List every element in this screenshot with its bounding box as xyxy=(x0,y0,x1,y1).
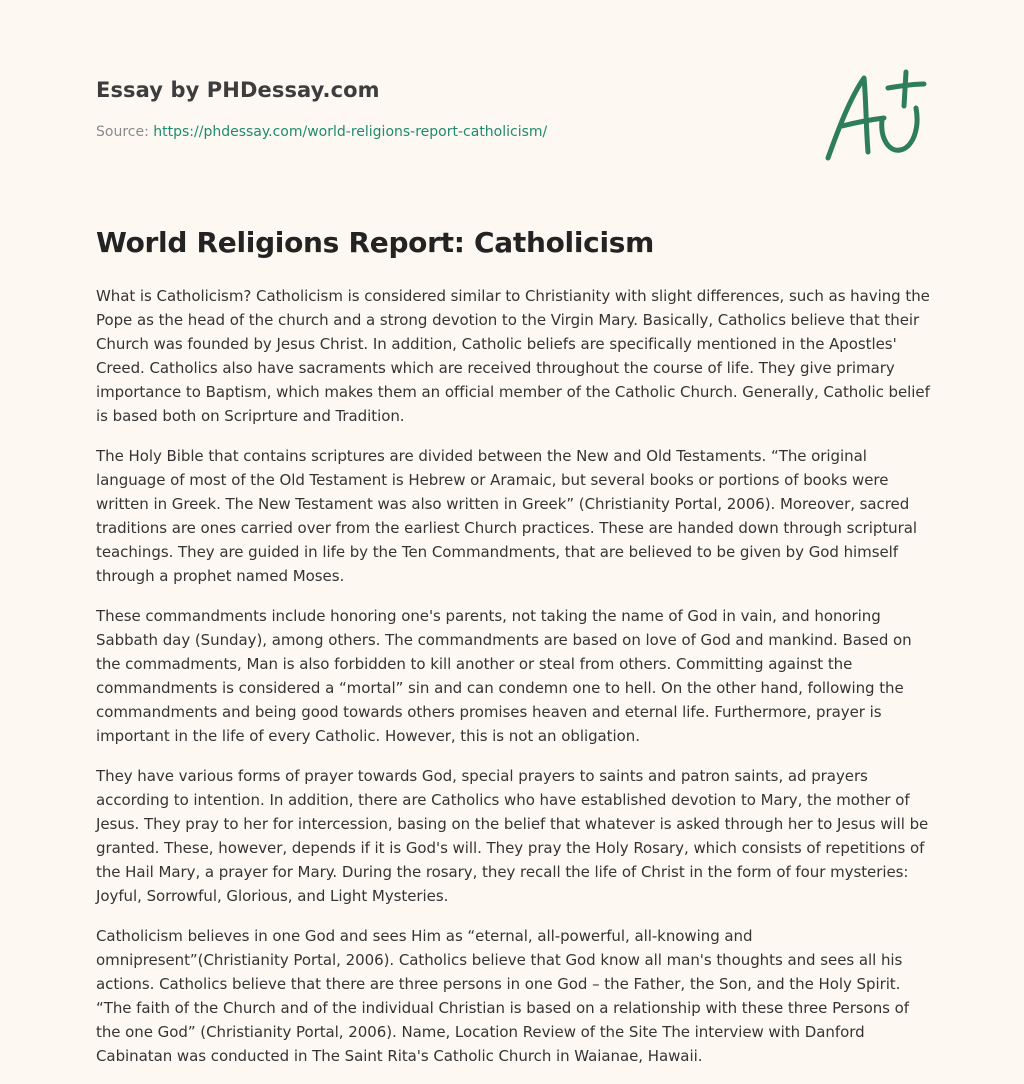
paragraph: Catholicism believes in one God and sees Him as “eternal, all-powerful, all-knowing and omnipresent”(Christianity Portal, 2006). Catholics believe that God know all man's thoughts and sees all his actions. Catholics believe that there are three persons in one God – the Father, the Son, and the Holy Spirit. “The faith of the Church and of the individual Christian is based on a relationship with these three Persons of the one God” (Christianity Portal, 2006). Name, Location Review of the Site The interview with Danford Cabinatan was conducted in The Saint Rita's Catholic Church in Waianae, Hawaii. xyxy=(96,927,910,1065)
essay-title: World Religions Report: Catholicism xyxy=(96,226,654,259)
paragraph: The Holy Bible that contains scriptures are divided between the New and Old Testaments. “The original language of most of the Old Testament is Hebrew or Aramaic, but several books or portions of books were written in Greek. The New Testament was also written in Greek” (Christianity Portal, 2006). Moreover, sacred traditions are ones carried over from the earliest Church practices. These are handed down through scriptural teachings. They are guided in life by the Ten Commandments, that are believed to be given by God himself through a prophet named Moses. xyxy=(96,447,918,585)
paragraph: These commandments include honoring one's parents, not taking the name of God in vain, and honoring Sabbath day (Sunday), among others. The commandments are based on love of God and mankind. Based on the commadments, Man is also forbidden to kill another or steal from others. Committing against the commandments is considered a “mortal” sin and can condemn one to hell. On the other hand, following the commandments and being good towards others promises heaven and eternal life. Furthermore, prayer is important in the life of every Catholic. However, this is not an obligation. xyxy=(96,607,912,745)
a-plus-logo-icon xyxy=(818,68,930,166)
paragraph: They have various forms of prayer towards God, special prayers to saints and patron saints, ad prayers according to intention. In addition, there are Catholics who have established devotion to Mary, the mother of Jesus. They pray to her for intercession, basing on the belief that whatever is asked through her to Jesus will be granted. These, however, depends if it is God's will. They pray the Holy Rosary, which consists of repetitions of the Hail Mary, a prayer for Mary. During the rosary, they recall the life of Christ in the form of four mysteries: Joyful, Sorrowful, Glorious, and Light Mysteries. xyxy=(96,767,929,905)
site-brand: Essay by PHDessay.com xyxy=(96,78,380,102)
source-line xyxy=(96,124,547,140)
source-link[interactable]: https://phdessay.com/world-religions-report-catholicism/ xyxy=(153,124,548,140)
paragraph: What is Catholicism? Catholicism is considered similar to Christianity with slight differences, such as having the Pope as the head of the church and a strong devotion to the Virgin Mary. Basically, Catholics believe that their Church was founded by Jesus Christ. In addition, Catholic beliefs are specifically mentioned in the Apostles' Creed. Catholics also have sacraments which are received throughout the course of life. They give primary importance to Baptism, which makes them an official member of the Catholic Church. Generally, Catholic belief is based both on Scriprture and Tradition. xyxy=(96,287,930,425)
source-label: Source: xyxy=(96,124,154,140)
essay-body xyxy=(96,284,930,1084)
